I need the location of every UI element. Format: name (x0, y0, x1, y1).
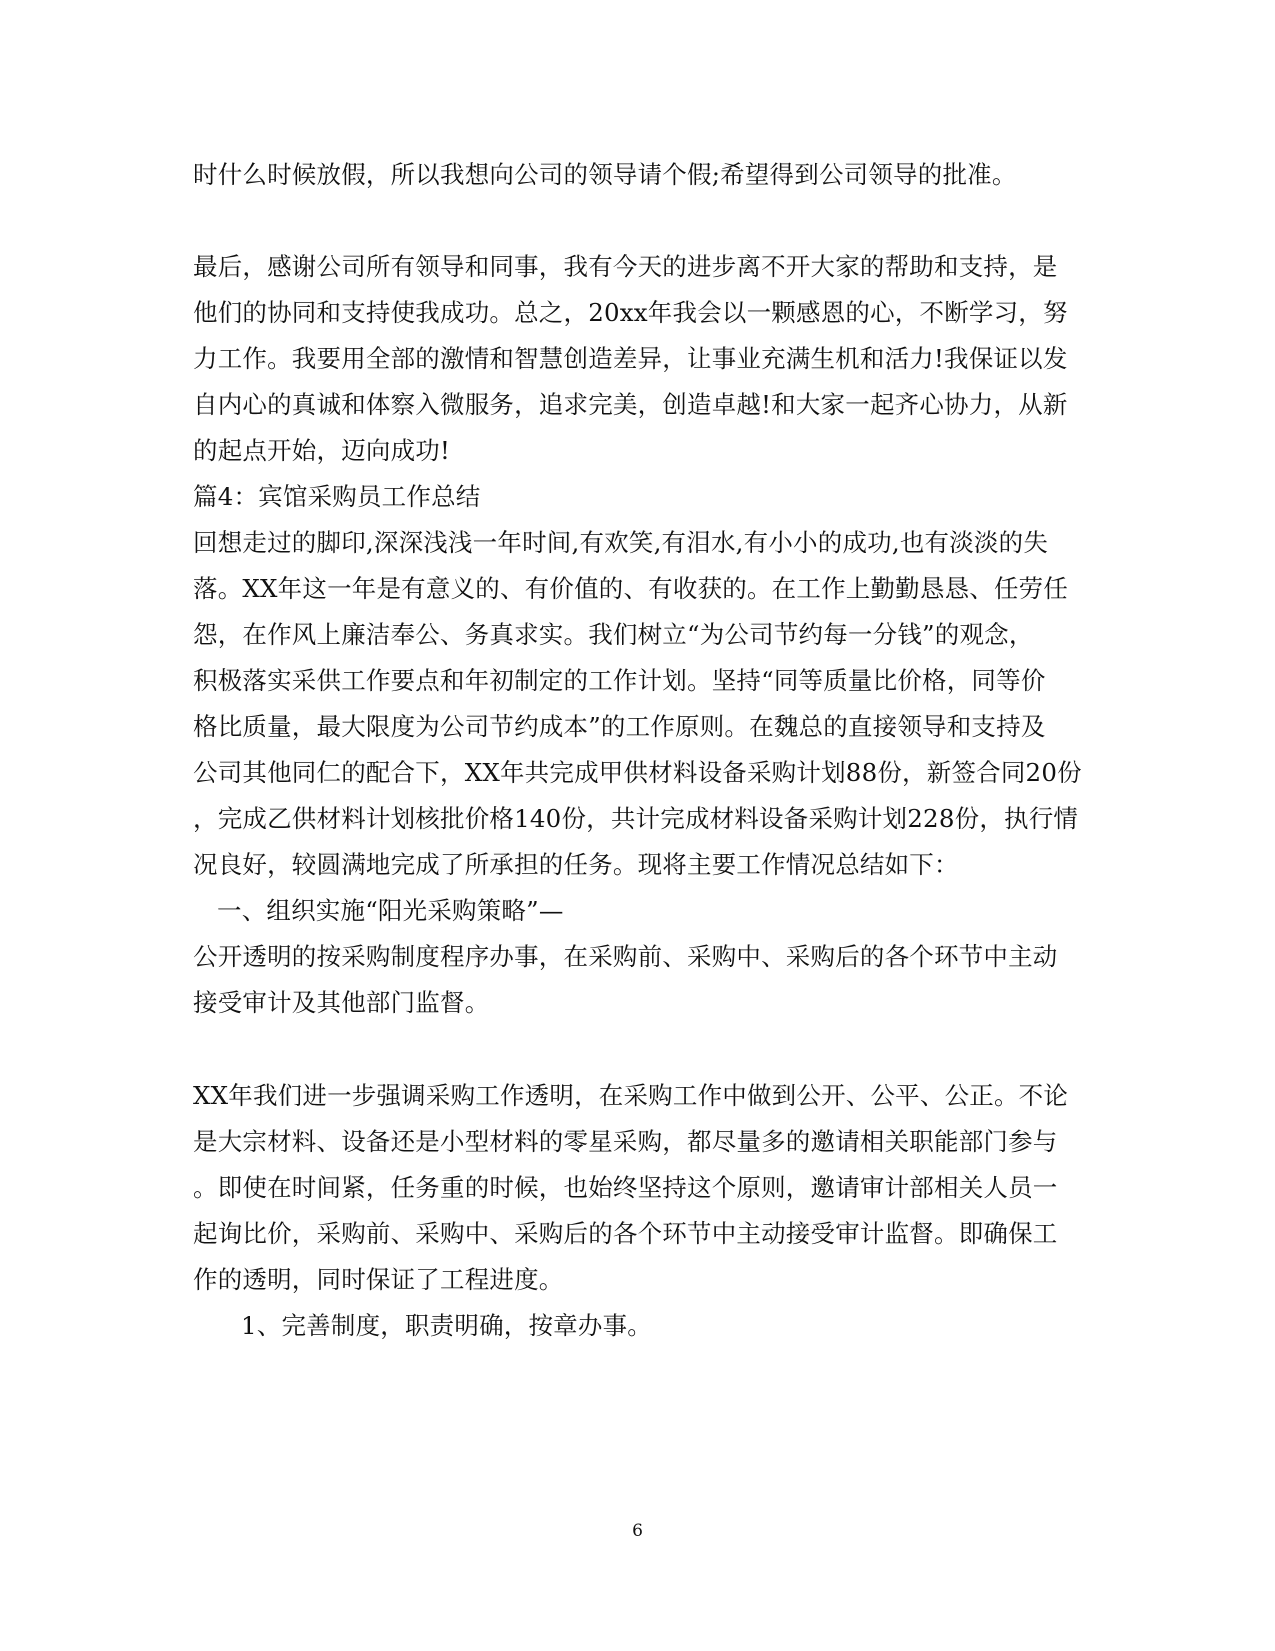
text-line: 。即使在时间紧，任务重的时候，也始终坚持这个原则，邀请审计部相关人员一 (193, 1173, 1058, 1202)
text-line: 接受审计及其他部门监督。 (193, 988, 490, 1017)
text-line: 力工作。我要用全部的激情和智慧创造差异，让事业充满生机和活力!我保证以发 (193, 344, 1068, 373)
text-line: 最后，感谢公司所有领导和同事，我有今天的进步离不开大家的帮助和支持，是 (193, 252, 1058, 281)
text-line: 的起点开始，迈向成功! (193, 436, 451, 465)
text-line: 公开透明的按采购制度程序办事，在采购前、采购中、采购后的各个环节中主动 (193, 942, 1058, 971)
text-line: 作的透明，同时保证了工程进度。 (193, 1265, 564, 1294)
text-line: 时什么时候放假，所以我想向公司的领导请个假;希望得到公司领导的批准。 (193, 160, 1017, 189)
section-heading: 篇4：宾馆采购员工作总结 (193, 482, 481, 511)
page-number: 6 (632, 1521, 643, 1541)
subsection-heading: 一、组织实施“阳光采购策略”— (217, 896, 564, 925)
text-line: 积极落实采供工作要点和年初制定的工作计划。坚持“同等质量比价格，同等价 (193, 666, 1046, 695)
text-line: XX年我们进一步强调采购工作透明，在采购工作中做到公开、公平、公正。不论 (193, 1081, 1069, 1110)
text-line: 格比质量，最大限度为公司节约成本”的工作原则。在魏总的直接领导和支持及 (193, 712, 1046, 741)
text-line: 公司其他同仁的配合下，XX年共完成甲供材料设备采购计划88份，新签合同20份 (193, 758, 1082, 787)
text-line: 起询比价，采购前、采购中、采购后的各个环节中主动接受审计监督。即确保工 (193, 1219, 1058, 1248)
text-line: 他们的协同和支持使我成功。总之，20xx年我会以一颗感恩的心，不断学习，努 (193, 298, 1068, 327)
text-line: 是大宗材料、设备还是小型材料的零星采购，都尽量多的邀请相关职能部门参与 (193, 1127, 1058, 1156)
text-line: 怨，在作风上廉洁奉公、务真求实。我们树立“为公司节约每一分钱”的观念， (193, 620, 1034, 649)
text-line: ，完成乙供材料计划核批价格140份，共计完成材料设备采购计划228份，执行情 (193, 804, 1079, 833)
text-line: 落。XX年这一年是有意义的、有价值的、有收获的。在工作上勤勤恳恳、任劳任 (193, 574, 1069, 603)
text-line: 回想走过的脚印,深深浅浅一年时间,有欢笑,有泪水,有小小的成功,也有淡淡的失 (193, 528, 1049, 557)
text-line: 况良好，较圆满地完成了所承担的任务。现将主要工作情况总结如下： (193, 850, 959, 879)
text-line: 自内心的真诚和体察入微服务，追求完美，创造卓越!和大家一起齐心协力，从新 (193, 390, 1068, 419)
list-item-heading: 1、完善制度，职责明确，按章办事。 (241, 1311, 652, 1340)
